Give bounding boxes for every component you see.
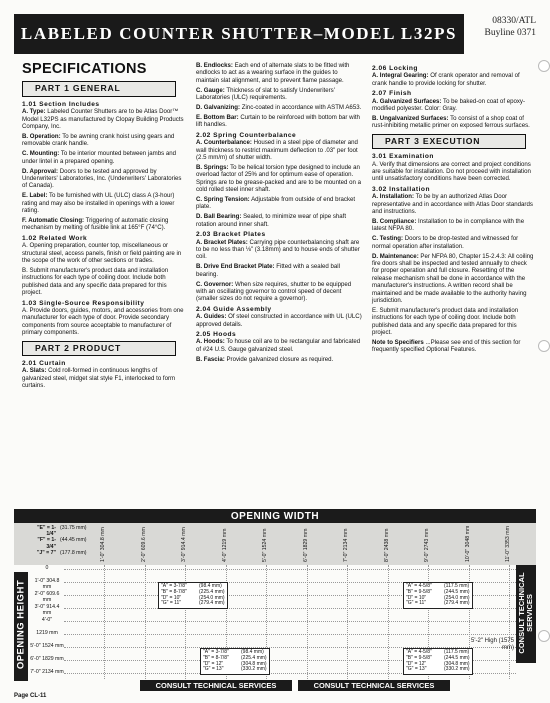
spec-item-text: Of steel constructed in accordance with UL (ULC) approved details. [196,313,362,328]
section-2-04-items [196,313,362,328]
section-1-03: 1.03 Single-Source Responsibility [22,299,145,307]
part-3-heading: PART 3 EXECUTION [372,134,526,149]
dimension-key: "B" = 8-7/8" [203,654,229,661]
spec-item [372,72,534,87]
column-1 [22,62,185,392]
spec-item-text: To be helical torsion type designed to include an overload factor of 25% and for optimum ease of operation. Springs are to be grease-packed and are to be mounted on a cold rolled steel inner shaft. [196,163,361,194]
spec-item [22,192,185,214]
spec-item-label: B. Compliance: [372,217,417,225]
dimension-row [161,601,225,607]
specifications-heading: SPECIFICATIONS [22,61,147,77]
spec-item [372,235,534,250]
height-tick-label: 2'-0" 609.6 mm [34,591,60,603]
spec-item-label: D. Approval: [22,167,58,175]
width-tick-label: 4'-0" 1219 mm [221,528,228,562]
spec-item [196,62,362,84]
width-tick-label: 7'-0" 2134 mm [343,528,349,562]
consult-tech-label: CONSULT TECHNICAL SERVICES [313,681,435,690]
spec-item-label: B. Springs: [196,163,229,171]
spec-item-label: A. Bracket Plates: [196,238,248,246]
spec-item-text: A. Provide doors, guides, motors, and accessories from one manufacturer for each type of door. Provide secondary components from source acceptable to manufacturer of primary components. [22,306,184,337]
spec-item [196,104,362,111]
dimension-value: (244.5 mm) [444,654,470,661]
spec-item-label: A. Guides: [196,313,227,321]
spec-item-text: Doors to be drop-tested and witnessed for normal operation after installation. [372,235,519,250]
spec-item-text: Carrying pipe counterbalancing shaft are to be no less than ⅛" (3.18mm) and to house ends of shutter coil. [196,238,360,261]
binder-hole [538,630,550,642]
note-label: Note to Specifiers [372,339,424,346]
dimension-value: (244.5 mm) [444,588,470,595]
spec-item-text: Installation to be in compliance with the latest NFPA 80. [372,217,525,233]
dimension-value: (225.4 mm) [241,654,267,661]
height-tick-label: 1219 mm [36,630,58,636]
section-2-02-items [196,139,362,228]
spec-item [22,242,185,264]
dimension-key: "A" = 4-5/8" [406,583,432,589]
section-2-03: 2.03 Bracket Plates [196,231,266,239]
spec-item [196,213,362,228]
spec-item-text: E. Submit manufacturer's product data and installation instructions for each type of coiling door. Include both published data and any specific data prepared for this project. [372,306,519,337]
dimension-key: "B" = 9-5/8" [406,654,432,661]
note-to-specifiers [372,339,534,354]
dimension-key: "B" = 9-5/8" [406,588,432,595]
spec-item-label: C. Governor: [196,280,234,288]
part-1-heading: PART 1 GENERAL [22,81,176,96]
section-2-06-items [372,72,534,87]
section-2-07: 2.07 Finish [372,90,412,98]
binder-hole [538,60,550,72]
hood-dimension-box [403,648,473,675]
dimension-value: (254.0 mm) [444,594,470,601]
spec-item-text: To be awning crank hoist using gears and removable crank handle. [22,132,175,148]
spec-item-label: A. Integral Gearing: [372,72,429,80]
width-tick-label: 2'-0" 609.6 mm [140,527,147,562]
spec-item-label: D. Maintenance: [372,252,419,260]
legend-value: (31.75 mm) [60,525,87,531]
dimension-value: (304.8 mm) [241,660,267,667]
spec-item-label: E. Label: [22,192,48,200]
binder-hole [538,340,550,352]
spec-item-text: Housed in a steel pipe of diameter and wall thickness to restrict maximum deflection to .03" per foot (2.5 mm/m) of shutter width. [196,139,358,161]
hood-dimension-box [158,582,228,609]
width-tick-label: 10'-0" 3048 mm [464,525,471,562]
spec-item-text: A. Opening preparation, counter top, miscellaneous or structural steel, access panels, finish or field painting are in the scope of the work of other sections or trades. [22,242,182,265]
spec-item [22,133,185,148]
title-banner [14,14,464,54]
dimension-value: (330.2 mm) [241,666,267,673]
height-note: 5'-2" High (1575 mm) [471,638,514,651]
legend-row [30,537,100,549]
spec-item-text: Doors to be tested and approved by Underwriters' Laboratories, Inc. (Underwriters' Laboratories of Canada). [22,167,182,190]
consult-tech-vertical [516,565,536,663]
section-3-01-items [372,161,534,183]
hood-dimension-box [403,582,473,609]
spec-item-text: Fitted with a sealed ball bearing. [196,263,340,278]
spec-item [22,217,185,232]
dimension-key: "G" = 13" [406,666,427,673]
section-1-03-items [22,307,185,337]
dimension-value: (98.4 mm) [241,649,264,655]
spec-item-label: B. Fascia: [196,355,225,363]
spec-item-text: To consist of a shop coat of rust-inhibiting metallic primer on exposed ferrous surfaces. [372,114,530,130]
legend-key: "J" = 7" [36,549,56,556]
dimension-key: "D" = 10" [406,594,427,601]
dimension-value: (254.0 mm) [199,594,225,601]
spec-item [372,161,534,183]
dimension-legend [30,525,100,556]
spec-item-text: Cold roll-formed in continuous lengths of galvanized steel, midget slat style F1, interlocked to form curtains. [22,367,176,390]
note-text: ...Please see end of this section for frequently specified Optional Features. [372,339,521,354]
dimension-key: "D" = 12" [203,660,224,667]
spec-item [196,114,362,129]
spec-item-label: B. Ungalvanized Surfaces: [372,114,449,122]
spec-item [372,115,534,130]
legend-row [30,550,100,556]
dimension-key: "B" = 8-7/8" [161,588,187,595]
section-2-05-items [196,338,362,363]
spec-item [372,218,534,233]
dimension-key: "D" = 12" [406,660,427,667]
dimension-value: (279.4 mm) [199,600,225,607]
spec-item-text: To be furnished with UL (ULC) class A (3-hour) rating and may also be installed in openings with a lower rating. [22,192,175,215]
section-3-02: 3.02 Installation [372,185,430,193]
legend-row [30,525,100,537]
spec-item [22,367,185,389]
section-1-01-items [22,108,185,232]
spec-item-label: B. Drive End Bracket Plate: [196,263,275,271]
section-1-01: 1.01 Section Includes [22,100,100,108]
spec-item-text: Curtain to be reinforced with bottom bar with lift handles. [196,113,360,129]
spec-item-label: C. Mounting: [22,150,60,158]
spec-item-text: Provide galvanized closure as required. [224,355,334,363]
dimension-key: "G" = 11" [406,600,427,607]
legend-key: "E" = 1-1/4" [37,525,56,538]
grid-line [64,621,516,622]
spec-item [196,196,362,211]
part-2-heading: PART 2 PRODUCT [22,341,176,356]
spec-item-label: F. Automatic Closing: [22,217,85,224]
grid-line [64,569,516,570]
dimension-key: "G" = 13" [203,666,224,673]
section-3-02-items [372,193,534,336]
height-tick-label: 1'-0" 304.8 mm [34,578,60,590]
spec-item [196,281,362,303]
dimension-key: "G" = 11" [161,600,182,607]
spec-item-label: C. Gauge: [196,86,225,94]
width-tick-label: 11'-0" 3353 mm [505,526,511,562]
spec-item-text: Sealed, to minimize wear of pipe shaft rotation around inner shaft. [196,213,347,228]
spec-item-label: A. Hoods: [196,338,225,346]
section-1-02-items [22,242,185,296]
spec-item [196,313,362,328]
legend-key: "F" = 1-3/4" [37,537,56,550]
width-tick-label: 3'-0" 914.4 mm [181,527,187,562]
spec-item [22,307,185,337]
dimension-key: "A" = 4-5/8" [406,649,432,655]
spec-item-text: To be baked-on coat of epoxy-modified polyester. Color: Gray. [372,97,525,113]
height-tick-label: 5'-0" 1524 mm [30,643,64,649]
height-tick-label: 4'-0" [41,617,53,623]
spec-item-label: A. Slats: [22,367,47,375]
section-2-01-continued [196,62,362,129]
buyline-code: Buyline 0371 [484,28,536,38]
dimension-value: (98.4 mm) [199,583,222,589]
spec-item-label: A. Galvanized Surfaces: [372,97,442,105]
dimension-value: (279.4 mm) [444,600,470,607]
spec-item-text: To be interior mounted between jambs and under lintel in a prepared opening. [22,150,176,165]
catalog-codes [470,15,536,39]
legend-value: (177.8 mm) [60,549,87,556]
consult-tech-label: CONSULT TECHNICAL SERVICES [517,572,534,654]
section-2-01: 2.01 Curtain [22,360,66,367]
column-2 [196,62,362,366]
spec-item-text: When size requires, shutter to be equipped with an oscillating governor to control speed of decent (smaller sizes do not require a governor). [196,280,352,303]
dimension-value: (117.5 mm) [444,583,470,589]
spec-item-text: A. Verify that dimensions are correct and project conditions are suitable for installation. Do not proceed with installation until unsatisfactory conditions have been corrected. [372,160,531,183]
section-2-06: 2.06 Locking [372,65,418,72]
spec-item-label: D. Galvanizing: [196,104,241,112]
spec-item-text: Triggering of automatic closing mechanism by melting of fusible link at 165°F (74°C). [22,217,169,232]
section-code: 08330/ATL [492,16,536,26]
grid-line [64,634,516,635]
spec-item [196,356,362,363]
section-2-03-items [196,239,362,303]
spec-item-text: B. Submit manufacturer's product data and installation instructions for each type of coiling door. Include both published data and any specific data prepared for this project. [22,266,169,297]
spec-item [196,139,362,161]
dimension-value: (117.5 mm) [444,649,470,655]
spec-item [22,267,185,297]
spec-item-label: B. Endlocks: [196,62,233,69]
spec-item-text: To house coil are to be rectangular and fabricated of #24 U.S. Gauge galvanized steel. [196,338,361,353]
spec-item [22,150,185,165]
spec-item-label: A. Counterbalance: [196,139,252,147]
spec-item [196,263,362,278]
width-tick-label: 1'-0" 304.8 mm [100,527,106,562]
spec-item [196,87,362,102]
dimension-value: (225.4 mm) [199,588,225,595]
width-tick-label: 9'-0" 2743 mm [424,528,430,562]
spec-item-text: To be by an authorized Atlas Door representative and in accordance with Atlas Door standards and instructions. [372,193,533,215]
width-tick-label: 5'-0" 1524 mm [262,528,268,562]
consult-tech-bottom [140,680,292,691]
spec-item-label: A. Installation: [372,193,414,201]
section-2-04: 2.04 Guide Assembly [196,305,272,313]
opening-height-label: OPENING HEIGHT [15,579,27,670]
spec-item [372,253,534,305]
spec-item-label: D. Ball Bearing: [196,213,242,221]
spec-item-text: Per NFPA 80, Chapter 15-2.4.3: All coiling fire doors shall be inspected and tested annually to check for proper operation and full closure. Resetting of the release mechanism shall be done in accordance with the manufacturer's instructions. A written record shall be maintained and be made available to the authority having jurisdiction. [372,252,534,304]
spec-item [196,338,362,353]
consult-tech-label: CONSULT TECHNICAL SERVICES [155,681,277,690]
spec-item [372,193,534,215]
spec-item [22,168,185,190]
dimension-value: (304.8 mm) [444,660,470,667]
spec-item-label: A. Type: [22,108,46,116]
dimension-key: "D" = 10" [161,594,182,601]
column-3 [372,62,534,356]
spec-item-label: C. Testing: [372,235,404,243]
dimension-row [406,601,470,607]
dimension-value: (330.2 mm) [444,666,470,673]
spec-item [372,98,534,113]
spec-item-text: Of crank operator and removal of crank handle to provide locking for shutter. [372,72,520,87]
page-title: LABELED COUNTER SHUTTER–MODEL L32PS [20,24,458,43]
dimension-row [203,667,267,673]
section-2-07-items [372,98,534,130]
spec-item-text: Adjustable from outside of end bracket plate. [196,196,356,211]
spec-item [196,164,362,194]
height-tick-label: 3'-0" 914.4 mm [34,604,60,616]
spec-item-text: Zinc-coated in accordance with ASTM A653. [240,104,362,112]
section-2-02: 2.02 Spring Counterbalance [196,131,297,139]
spec-item [22,108,185,130]
section-1-02: 1.02 Related Work [22,234,88,242]
hood-dimension-box [200,648,270,675]
opening-height-bar [14,572,28,681]
spec-item-label: E. Bottom Bar: [196,113,239,121]
width-tick-label: 6'-0" 1829 mm [302,528,309,562]
height-tick-label: 7'-0" 2134 mm [30,669,64,675]
spec-item [372,307,534,337]
dimension-key: "A" = 3-7/8" [161,583,187,589]
width-tick-label: 8'-0" 2438 mm [383,528,390,562]
height-tick-label: 0 [45,565,49,571]
spec-item-text: Labeled Counter Shutters are to be Atlas Door™ Model L32PS as manufactured by Clopay Building Products Company, Inc. [22,108,184,131]
spec-item-label: B. Operation: [22,132,61,140]
opening-width-label: OPENING WIDTH [230,510,320,522]
dimension-key: "A" = 3-7/8" [203,649,229,655]
spec-item [196,239,362,261]
section-2-05: 2.05 Hoods [196,331,237,338]
section-3-01: 3.01 Examination [372,153,434,161]
legend-value: (44.45 mm) [60,537,87,544]
page-number: Page CL-11 [14,693,47,699]
dimension-row [406,667,470,673]
opening-width-bar [14,509,536,523]
spec-item-text: Each end of alternate slats to be fitted with endlocks to act as a wearing surface in the guides to maintain slat alignment, and to prevent flame passage. [196,62,350,84]
spec-item-text: Thickness of slat to satisfy Underwriters' Laboratories (ULC) requirements. [196,86,335,102]
consult-tech-bottom [298,680,450,691]
section-2-01-items [22,367,185,389]
height-tick-label: 6'-0" 1829 mm [30,656,64,662]
spec-item-label: C. Spring Tension: [196,196,250,203]
